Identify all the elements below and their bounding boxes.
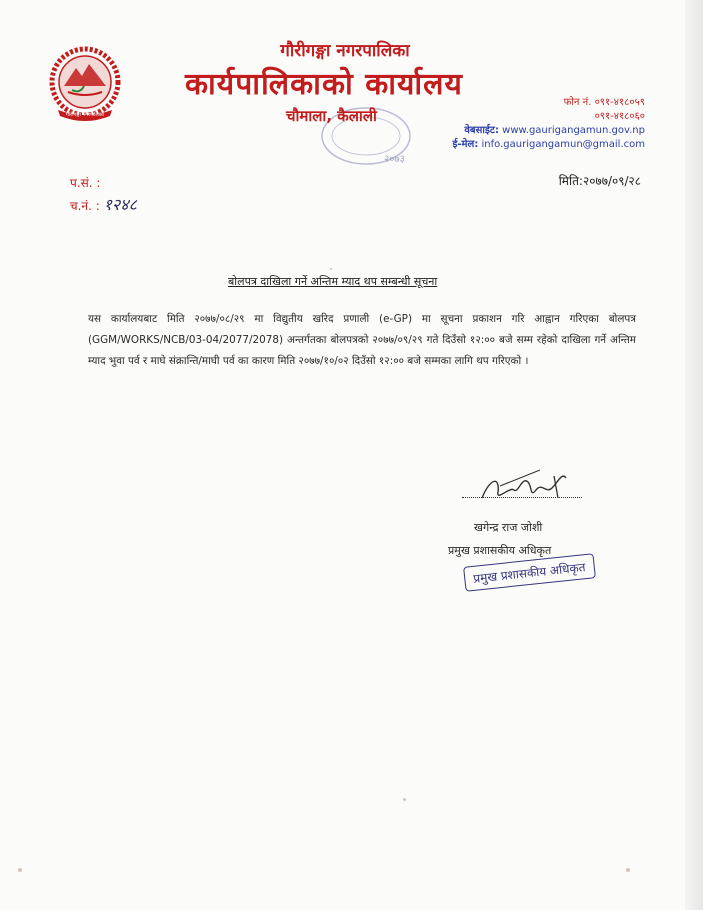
handwritten-signature [470,468,590,508]
phone-number-2: ०९१-४१८०६० [594,111,645,122]
phone-label: फोन नं. [563,97,592,108]
email-link[interactable]: info.gaurigangamun@gmail.com [481,139,645,150]
paper-speck [330,268,332,270]
reference-block [70,172,137,217]
email-label: ई-मेल: [452,139,479,150]
notice-subject: बोलपत्र दाखिला गर्ने अन्तिम म्याद थप सम्बन्धी सूचना [228,275,438,288]
paper-speck [626,868,630,872]
letter-date: मिति:२०७७/०९/२८ [558,174,641,188]
signatory-name: खगेन्द्र राज जोशी [474,521,543,534]
signatory-designation: प्रमुख प्रशासकीय अधिकृत [448,544,552,557]
office-location: चौमाला, कैलाली [286,107,377,125]
chalan-label: च.नं. : [70,199,100,213]
paper-speck [403,798,406,801]
page-edge [685,0,703,910]
patra-sankhya-label: प.सं. : [70,176,101,190]
signature-line [462,497,582,498]
municipality-name: गौरीगङ्गा नगरपालिका [280,41,410,61]
office-title: कार्यपालिकाको कार्यालय [185,67,463,102]
paper-speck [18,868,22,872]
website-link[interactable]: www.gaurigangamun.gov.np [502,125,645,136]
chalan-number: १२४८ [103,195,137,214]
seal-year: २०७३ [384,154,405,165]
contact-block [453,96,646,152]
designation-stamp: प्रमुख प्रशासकीय अधिकृत [463,553,596,592]
website-label: वेबसाईट: [464,125,499,136]
emblem-ribbon-text: गौरीगङ्गा नगरपालिका [66,112,104,118]
phone-number-1: ०९१-४१८०५९ [594,97,645,108]
notice-body: यस कार्यालयबाट मिति २०७७/०८/२९ मा विद्युतीय खरिद प्रणाली (e-GP) मा सूचना प्रकाशन गरि आह्वान गरिएका बोलपत्र (GGM/WORKS/NCB/03-04/2077/2078) अन्तर्गतका बोलपत्रको २०७७/०९/२९ गते दिउँसो १२:०० बजे सम्म रहेको दाखिला गर्ने अन्तिम म्याद भुवा पर्व र माघे संक्रान्ति/माघी पर्व का कारण मिति २०७७/१०/०२ दिउँसो १२:०० बजे सम्मका लागि थप गरिएको । [88,313,636,367]
